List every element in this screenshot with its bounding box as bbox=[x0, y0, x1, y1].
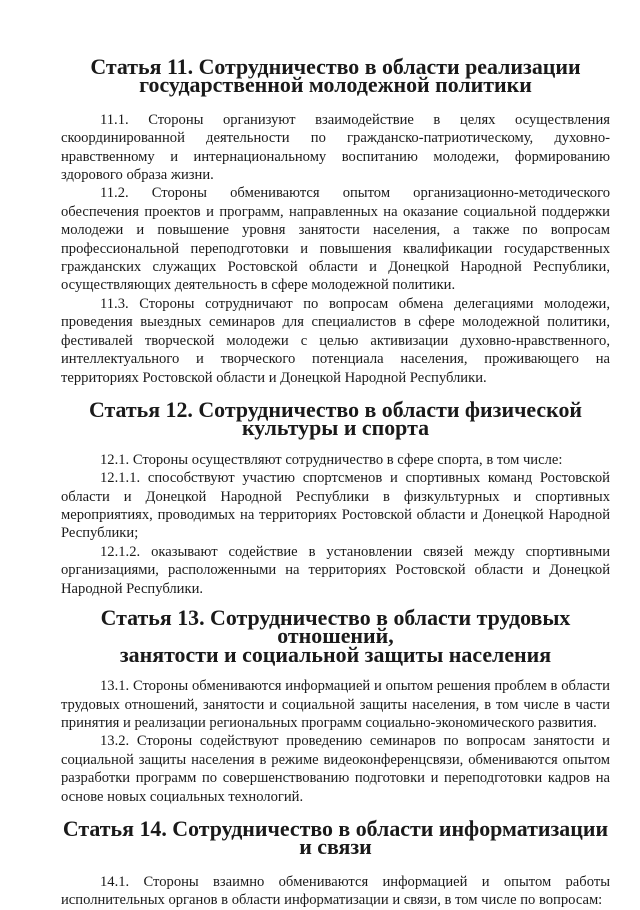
article-13-heading bbox=[61, 604, 610, 667]
paragraph-12-1: 12.1. Стороны осуществляют сотрудничество в сфере спорта, в том числе: bbox=[100, 451, 563, 468]
paragraph-11-3: 11.3. Стороны сотрудничают по вопросам обмена делегациями молодежи, проведения выездных семинаров для специалистов в сфере молодежной политики, фестивалей творческой молодежи с целью активизации духовно-нравственного, интеллектуального и творческого потенциала населения, проживающего на территориях Ростовской области и Донецкой Народной Республики. bbox=[61, 295, 610, 386]
paragraph-11-2: 11.2. Стороны обмениваются опытом организационно-методического обеспечения проектов и программ, направленных на оказание социальной поддержки молодежи и повышение уровня занятости населения, а также по вопросам профессиональной переподготовки и повышения квалификации государственных гражданских служащих Ростовской области и Донецкой Народной Республики, осуществляющих деятельность в сфере молодежной политики. bbox=[61, 185, 610, 294]
paragraph-13-2: 13.2. Стороны содействуют проведению семинаров по вопросам занятости и социальной защиты населения в режиме видеоконференцсвязи, обмениваются опытом разработки программ по совершенствованию подготовки и переподготовки кадров на основе новых социальных технологий. bbox=[61, 733, 610, 805]
article-12-heading-line-1: Статья 12. Сотрудничество в области физической культуры и спорта bbox=[88, 396, 583, 441]
article-12-heading bbox=[61, 396, 610, 441]
paragraph-12-1-2: 12.1.2. оказывают содействие в установлении связей между спортивными организациями, расположенными на территориях Ростовской области и Донецкой Народной Республики. bbox=[61, 543, 610, 597]
article-13-heading-line-1: Статья 13. Сотрудничество в области трудовых отношений, bbox=[100, 604, 571, 649]
paragraph-14-1: 14.1. Стороны взаимно обмениваются информацией и опытом работы исполнительных органов в области информатизации и связи, в том числе по вопросам: bbox=[61, 873, 610, 909]
article-14-heading-line-1: Статья 14. Сотрудничество в области информатизации и связи bbox=[62, 816, 609, 860]
article-11-heading-line-2: государственной молодежной политики bbox=[139, 72, 532, 98]
paragraph-11-1: 11.1. Стороны организуют взаимодействие в целях осуществления скоординированной деятельности по гражданско-патриотическому, духовно-нравственному и интернациональному воспитанию молодежи, формированию здорового образа жизни. bbox=[61, 111, 610, 184]
article-11-heading-line-1: Статья 11. Сотрудничество в области реализации bbox=[90, 54, 581, 79]
paragraph-13-1: 13.1. Стороны обмениваются информацией и опытом решения проблем в области трудовых отношений, занятости и социальной защиты населения, в том числе в части принятия и реализации региональных программ социально-экономического развития. bbox=[61, 678, 610, 731]
article-13-heading-line-2: занятости и социальной защиты населения bbox=[119, 641, 552, 667]
article-14-heading bbox=[61, 816, 610, 860]
paragraph-12-1-1: 12.1.1. способствуют участию спортсменов и спортивных команд Ростовской области и Донецкой Народной Республики в физкультурных и спортивных мероприятиях, проводимых на территориях Ростовской области и Донецкой Народной Республики; bbox=[61, 470, 610, 542]
article-11-heading bbox=[61, 54, 610, 98]
